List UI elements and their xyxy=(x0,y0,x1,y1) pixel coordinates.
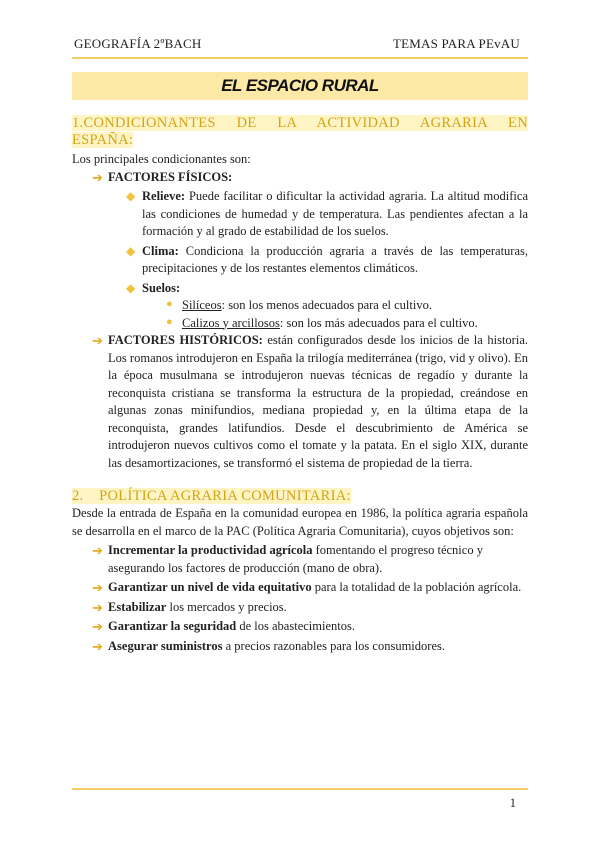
suelo-term: Silíceos xyxy=(182,298,222,312)
dot-icon: ● xyxy=(166,315,173,328)
factores-fisicos-item xyxy=(92,169,528,187)
objective-text: fomentando el progreso técnico y asegurando los factores de producción (mano de obra). xyxy=(108,543,483,575)
factores-fisicos-label: FACTORES FÍSICOS: xyxy=(108,169,233,184)
relieve-label: Relieve: xyxy=(142,189,186,203)
suelo-subitem xyxy=(164,315,528,333)
clima-item xyxy=(126,243,528,278)
section1-intro: Los principales condicionantes son: xyxy=(72,152,251,166)
clima-label: Clima: xyxy=(142,243,179,258)
suelo-subitem xyxy=(164,297,528,315)
footer-divider xyxy=(72,788,528,790)
section2-intro: Desde la entrada de España en la comunidad europea en 1986, la política agraria española se desarrolla en el marco de la PAC (Política Agraria Comunitaria), cuyos objetivos son: xyxy=(72,506,528,538)
objective-text: los mercados y precios. xyxy=(166,599,287,614)
objective-item xyxy=(92,599,528,617)
header-right: TEMAS PARA PEvAU xyxy=(393,36,520,51)
suelos-item xyxy=(126,280,528,298)
suelo-text: : son los menos adecuados para el cultivo. xyxy=(221,298,432,312)
diamond-icon: ◆ xyxy=(126,280,136,295)
objective-item xyxy=(92,542,528,577)
section1-heading-tail: ESPAÑA: xyxy=(72,132,134,148)
page-number: 1 xyxy=(509,796,516,810)
objective-item xyxy=(92,638,528,656)
objective-text: de los abastecimientos. xyxy=(236,619,355,633)
section1-heading: 1.CONDICIONANTES DE LA ACTIVIDAD AGRARIA EN xyxy=(72,115,528,131)
header-left: GEOGRAFÍA 2ºBACH xyxy=(74,36,202,51)
section2-heading: 2. POLÍTICA AGRARIA COMUNITARIA: xyxy=(72,488,351,504)
diamond-icon: ◆ xyxy=(126,189,136,203)
arrow-icon: ➔ xyxy=(92,619,103,634)
arrow-icon: ➔ xyxy=(92,543,103,558)
objective-bold: Garantizar un nivel de vida equitativo xyxy=(108,580,312,594)
arrow-icon: ➔ xyxy=(92,169,103,185)
title-banner xyxy=(72,72,528,100)
objective-bold: Asegurar suministros xyxy=(108,638,223,653)
objective-item xyxy=(92,618,528,636)
objective-item xyxy=(92,579,528,597)
factores-historicos-text: están configurados desde los inicios de la historia. Los romanos introdujeron en España la trilogía mediterránea (trigo, vid y olivo). En la época musulmana se introdujeron nuevas técnicas de regadío y durante la reconquista cristiana se transforma la estructura de la propiedad, creándose en algunas zonas minifundios, mediana propiedad y, en la última etapa de la reconquista, grandes latifundios. Desde el descubrimiento de América se introdujeron nuevos cultivos como el tomate y la patata. En el siglo XIX, durante las desamortizaciones, se transformó el sistema de propiedad de la tierra. xyxy=(108,333,528,470)
objective-text: para la totalidad de la población agrícola. xyxy=(311,580,522,594)
arrow-icon: ➔ xyxy=(92,599,103,615)
arrow-icon: ➔ xyxy=(92,580,103,595)
objective-bold: Estabilizar xyxy=(108,599,167,614)
suelo-text: : son los más adecuados para el cultivo. xyxy=(279,315,478,330)
relieve-text: Puede facilitar o dificultar la actividad agraria. La altitud modifica las condiciones de humedad y de temperatura. Las pendientes afectan a la formación y al grado de estabilidad de los suelos. xyxy=(142,189,528,238)
clima-text: Condiciona la producción agraria a través de las temperaturas, precipitaciones y de los restantes elementos climáticos. xyxy=(142,243,528,275)
page-title: EL ESPACIO RURAL xyxy=(221,76,379,95)
factores-historicos-label: FACTORES HISTÓRICOS: xyxy=(108,333,263,347)
suelos-label: Suelos: xyxy=(142,280,181,295)
dot-icon: ● xyxy=(166,298,173,310)
suelo-term: Calizos y arcillosos xyxy=(182,315,280,330)
relieve-item xyxy=(126,188,528,241)
arrow-icon: ➔ xyxy=(92,333,103,348)
objective-bold: Incrementar la productividad agrícola xyxy=(108,543,313,557)
diamond-icon: ◆ xyxy=(126,243,136,258)
objective-bold: Garantizar la seguridad xyxy=(108,619,237,633)
header-divider xyxy=(72,57,528,59)
document-body xyxy=(72,115,528,655)
objective-text: a precios razonables para los consumidores. xyxy=(222,638,445,653)
arrow-icon: ➔ xyxy=(92,638,103,654)
factores-historicos-item xyxy=(92,332,528,472)
